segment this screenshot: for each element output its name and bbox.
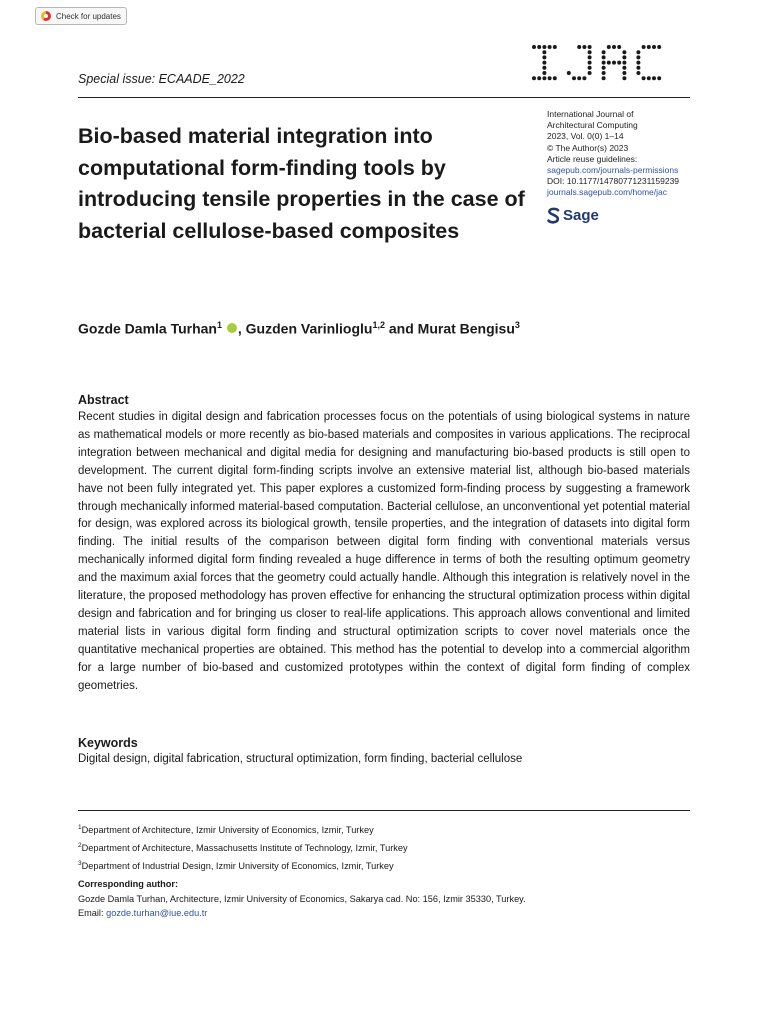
logo-dot [553,76,557,80]
affiliation-number: 1 [78,824,82,831]
logo-dot [542,71,546,75]
logo-dot [537,76,541,80]
journal-name-line-1: International Journal of [547,109,634,119]
email-label: Email: [78,908,107,918]
reuse-guidelines-label: Article reuse guidelines: [547,153,638,164]
author-name: Gozde Damla Turhan [78,320,217,337]
journal-name-line-2: Architectural Computing [547,120,638,131]
sage-wordmark: Sage [563,207,599,224]
header-divider [78,97,690,98]
logo-dot [642,45,646,49]
orcid-icon[interactable] [227,323,237,333]
logo-dot [612,61,616,65]
volume-info: 2023, Vol. 0(0) 1–14 [547,131,624,142]
logo-dot [582,76,586,80]
journal-info-block [547,109,717,199]
logo-dot [636,61,640,65]
logo-dot [602,50,606,54]
abstract-heading: Abstract [78,393,129,407]
sage-publisher-logo [547,207,599,224]
author-affiliation-marker: 3 [514,320,520,330]
logo-dot [622,76,626,80]
keywords-text: Digital design, digital fabrication, structural optimization, form finding, bacterial cellulose [78,753,523,765]
abstract-text: Recent studies in digital design and fabrication processes focus on the potentials of using biological systems in nature as mathematical models or more recently as bio-based materials and composites in various applications. The reciprocal integration between mechanical and digital media for designing and manufacturing bio-based products is still open to development. The current digital form-finding scripts involve an extensive material list, although bio-based materials have not been fully integrated yet. This paper explores a customized form-finding process by suggesting a framework through mechanically informed material-based computation. Bacterial cellulose, an unconventional yet potential material for design, was explored across its biological growth, tensile properties, and the integration of datasets into digital form finding. The initial results of the comparison between digital form finding with conventional materials versus mechanically informed digital form finding revealed a huge difference in terms of both the resulting optimum geometry and the maximum axial forces that the geometry could actually handle. Although this integration is relatively novel in the literature, the proposed methodology has proven effective for enhancing the structural optimization process within digital design and fabrication and for bringing us closer to real-life applications. This approach allows conventional and limited material lists in various digital form finding and structural optimization scripts to cover novel materials once the quantitative mechanical properties are obtained. This method has the potential to develop into a commercial algorithm for a large number of bio-based and customized prototypes within the context of digital form finding of complex geometries. [78,411,690,692]
logo-dot [642,76,646,80]
affiliation-text: Department of Architecture, Izmir University of Economics, Izmir, Turkey [81,825,374,836]
logo-dot [622,66,626,70]
permissions-link[interactable]: sagepub.com/journals-permissions [547,165,679,176]
affiliations-list [78,820,408,874]
logo-dot [532,76,536,80]
author-affiliation-marker: 1 [216,320,222,330]
corresponding-email-line [78,906,526,920]
logo-dot [542,61,546,65]
keywords-heading: Keywords [78,736,138,750]
article-title: Bio-based material integration into computational form-finding tools by introducing tensile properties in the case of bacterial cellulose-based composites [78,124,525,243]
logo-dot [622,61,626,65]
author-affiliation-marker: 1,2 [372,320,385,330]
affiliation-item [78,820,408,838]
author-name: Guzden Varinlioglu [245,320,373,337]
logo-dot [652,76,656,80]
logo-dot [548,45,552,49]
corresponding-author-details [78,892,526,920]
doi-text: DOI: 10.1177/14780771231159239 [547,176,680,187]
affiliation-number: 3 [78,860,82,868]
corresponding-address: Gozde Damla Turhan, Architecture, Izmir University of Economics, Sakarya cad. No: 156, Izmir 35330, Turkey. [78,894,526,904]
logo-dot [588,45,592,49]
logo-dot [577,76,581,80]
logo-dot [647,45,651,49]
logo-dot [652,45,656,49]
logo-dot [612,45,616,49]
corresponding-author-heading: Corresponding author: [78,879,179,889]
logo-dot [602,71,606,75]
author-list [78,320,520,337]
affiliation-text: Department of Industrial Design, Izmir University of Economics, Izmir, Turkey [81,861,394,872]
logo-dot [636,50,640,54]
logo-dot [532,45,536,49]
email-link[interactable]: gozde.turhan@iue.edu.tr [106,908,208,918]
logo-dot [572,76,576,80]
logo-dot [553,45,557,49]
logo-dot [602,66,606,70]
logo-dot [588,50,592,54]
logo-dot [588,55,592,59]
logo-dot [622,71,626,75]
logo-dot [542,76,546,80]
affiliation-item [78,856,408,874]
logo-dot [607,61,611,65]
ijac-journal-logo [531,44,691,82]
affiliation-text: Department of Architecture, Massachusetts Institute of Technology, Izmir, Turkey [81,843,408,854]
logo-dot [537,45,541,49]
logo-dot [636,66,640,70]
logo-dot [657,76,661,80]
logo-dot [602,61,606,65]
journal-home-link[interactable]: journals.sagepub.com/home/jac [547,187,668,198]
author-separator: and [384,320,418,337]
logo-dot [617,61,621,65]
logo-dot [588,66,592,70]
logo-dot [622,50,626,54]
logo-dot [602,55,606,59]
logo-dot [542,45,546,49]
logo-dot [577,45,581,49]
footer-divider [78,810,690,811]
logo-dot [542,55,546,59]
affiliation-item [78,838,408,856]
logo-dot [647,76,651,80]
author-separator: , [237,320,246,337]
sage-s-icon [547,207,560,224]
special-issue-label: Special issue: ECAADE_2022 [78,72,245,86]
logo-dot [567,71,571,75]
check-for-updates-button[interactable] [35,7,127,25]
logo-dot [588,61,592,65]
logo-dot [582,45,586,49]
logo-dot [636,71,640,75]
check-for-updates-label: Check for updates [56,11,121,21]
logo-dot [617,45,621,49]
logo-dot [636,55,640,59]
crossmark-icon [41,11,51,21]
logo-dot [542,66,546,70]
logo-dot [548,76,552,80]
logo-dot [588,71,592,75]
logo-dot [602,76,606,80]
copyright-notice: © The Author(s) 2023 [547,142,629,153]
logo-dot [657,45,661,49]
author-name: Murat Bengisu [417,320,515,337]
affiliation-number: 2 [78,842,82,850]
logo-dot [542,50,546,54]
logo-dot [622,55,626,59]
logo-dot [607,45,611,49]
